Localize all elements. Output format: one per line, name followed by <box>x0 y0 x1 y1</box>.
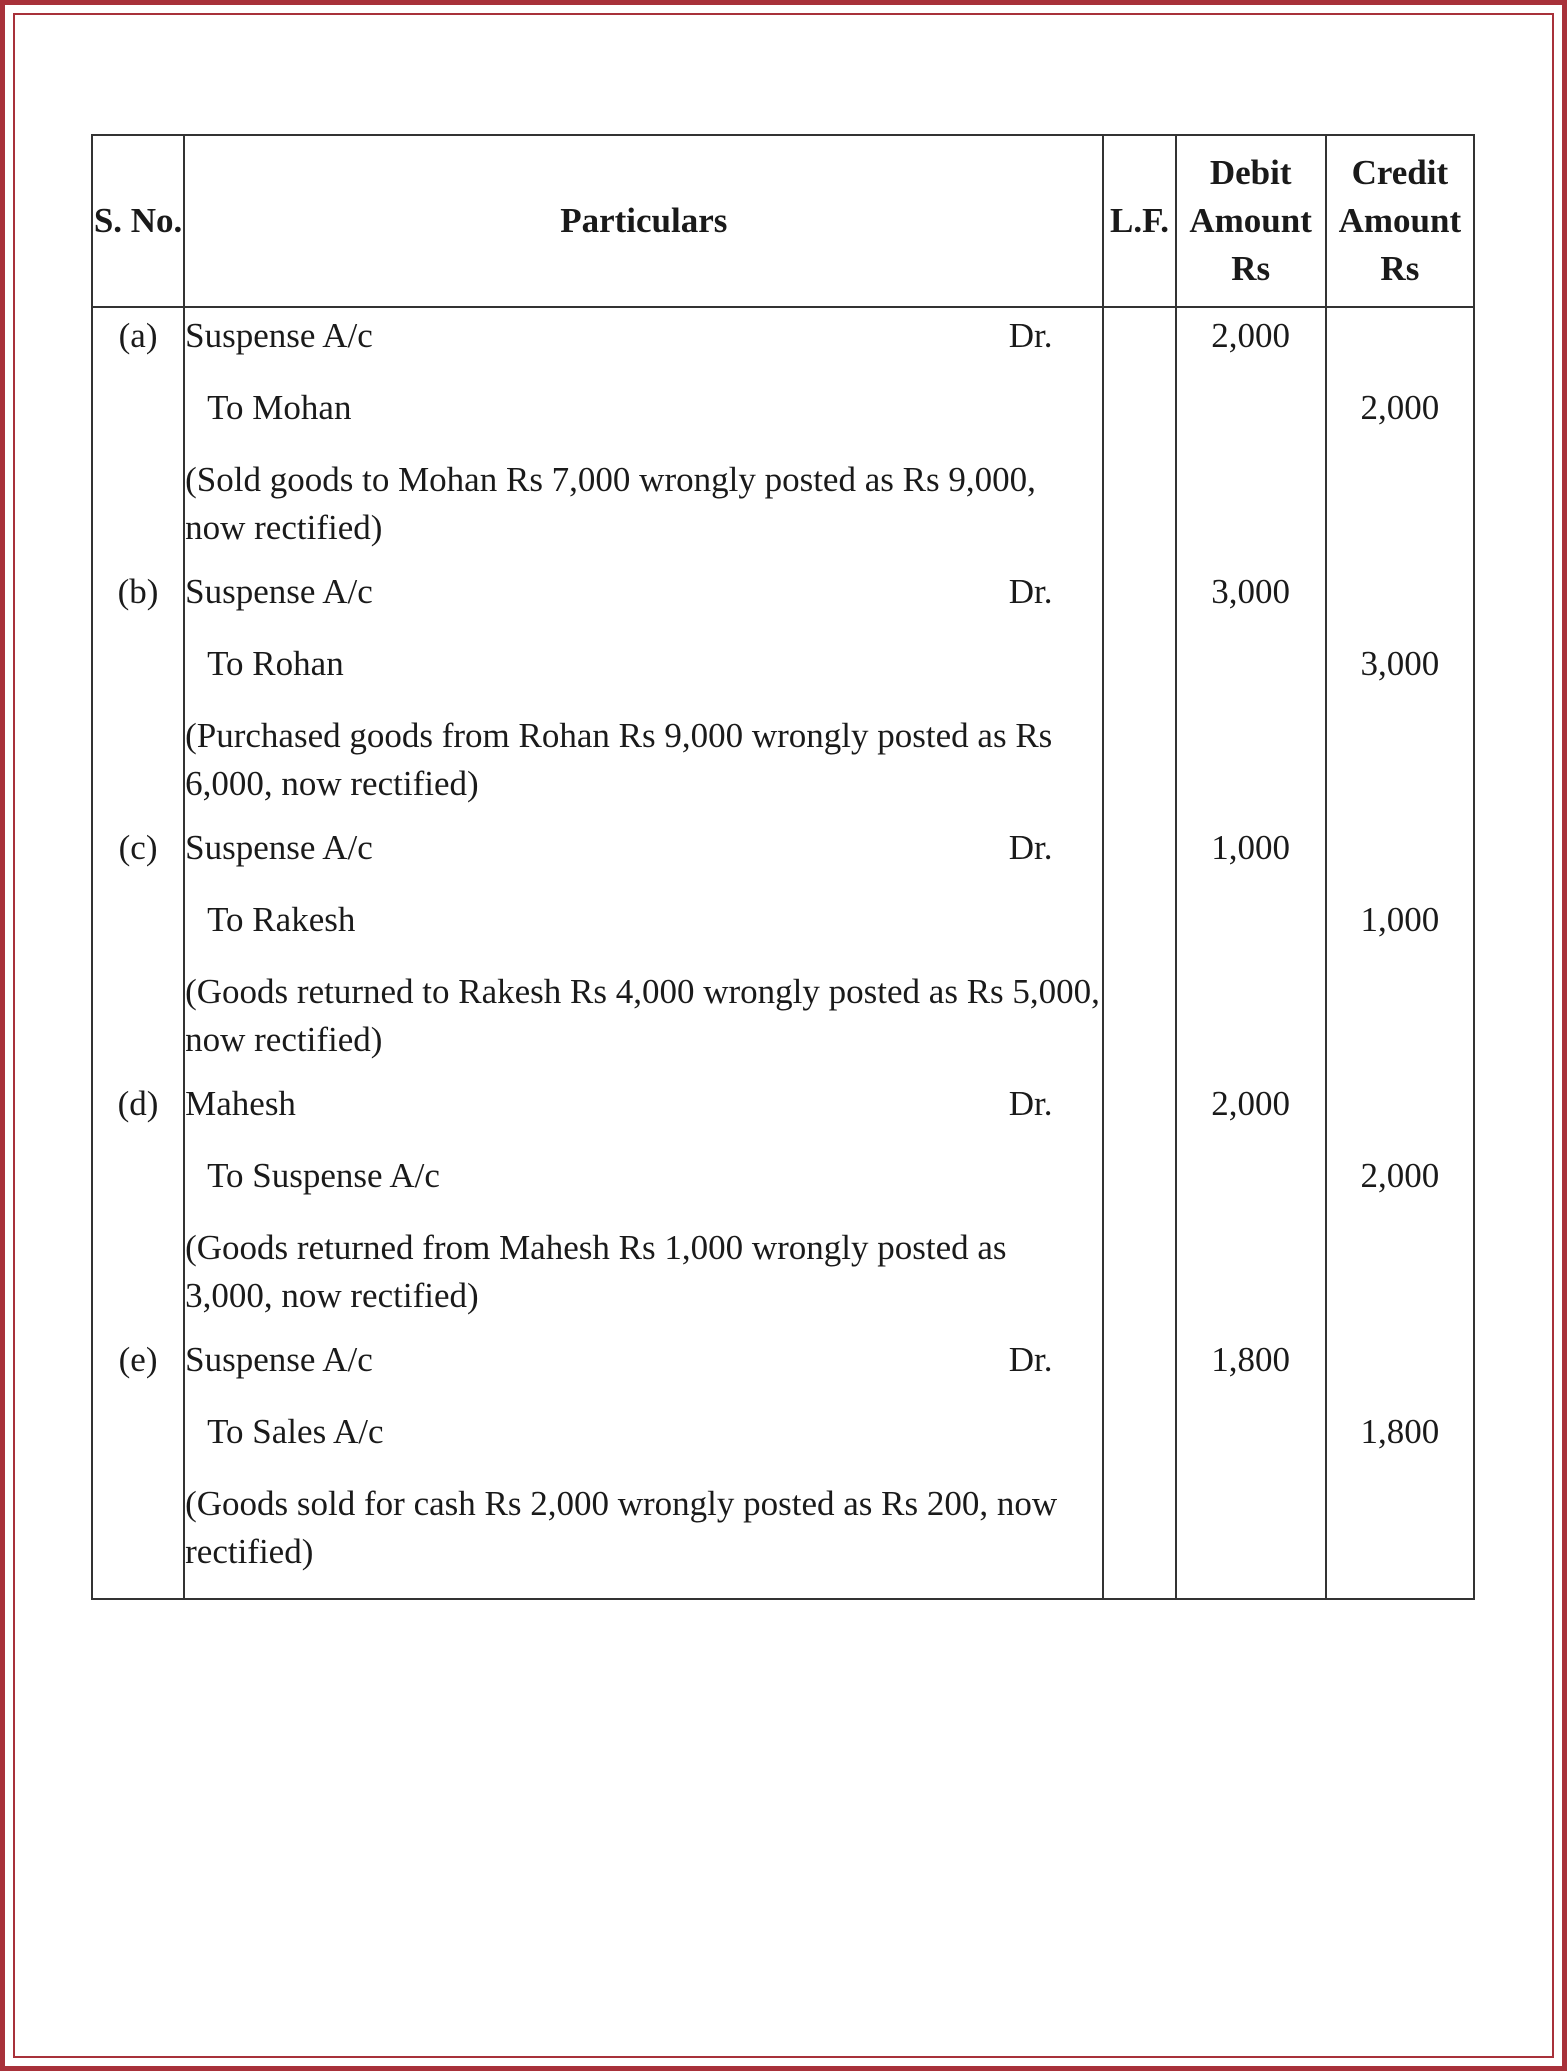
header-particulars: Particulars <box>184 135 1103 307</box>
narration: (Goods returned from Mahesh Rs 1,000 wrongly posted as 3,000, now rectified) <box>185 1228 1007 1315</box>
debit-account: Suspense A/c <box>185 1340 373 1379</box>
entry-credit-row <box>92 384 1474 456</box>
debit-account: Mahesh <box>185 1084 296 1123</box>
credit-amount: 1,000 <box>1326 896 1474 968</box>
header-credit: Credit Amount Rs <box>1326 135 1474 307</box>
entry-sno: (e) <box>92 1330 184 1408</box>
header-sno: S. No. <box>92 135 184 307</box>
debit-account: Suspense A/c <box>185 572 373 611</box>
dr-label: Dr. <box>1008 316 1053 355</box>
entry-sno: (b) <box>92 562 184 640</box>
entry-debit-row <box>92 1074 1474 1152</box>
entry-credit-row <box>92 1408 1474 1480</box>
header-debit: Debit Amount Rs <box>1176 135 1326 307</box>
entry-narration-row <box>92 1480 1474 1599</box>
credit-amount: 1,800 <box>1326 1408 1474 1480</box>
entry-narration-row <box>92 712 1474 818</box>
debit-amount: 3,000 <box>1176 562 1326 640</box>
credit-amount: 2,000 <box>1326 1152 1474 1224</box>
credit-account: To Mohan <box>207 388 352 427</box>
debit-amount: 1,000 <box>1176 818 1326 896</box>
credit-account: To Rakesh <box>207 900 356 939</box>
dr-label: Dr. <box>1008 828 1053 867</box>
narration: (Purchased goods from Rohan Rs 9,000 wrongly posted as Rs 6,000, now rectified) <box>185 716 1053 803</box>
entry-sno: (a) <box>92 307 184 384</box>
entry-narration-row <box>92 456 1474 562</box>
narration: (Goods returned to Rakesh Rs 4,000 wrongly posted as Rs 5,000, now rectified) <box>185 972 1100 1059</box>
dr-label: Dr. <box>1008 1084 1053 1123</box>
dr-label: Dr. <box>1008 1340 1053 1379</box>
debit-amount: 2,000 <box>1176 307 1326 384</box>
header-lf: L.F. <box>1103 135 1175 307</box>
credit-account: To Sales A/c <box>207 1412 384 1451</box>
debit-amount: 2,000 <box>1176 1074 1326 1152</box>
entry-debit-row <box>92 818 1474 896</box>
debit-account: Suspense A/c <box>185 316 373 355</box>
entry-debit-row <box>92 307 1474 384</box>
debit-amount: 1,800 <box>1176 1330 1326 1408</box>
entry-debit-row <box>92 562 1474 640</box>
entry-narration-row <box>92 968 1474 1074</box>
entry-credit-row <box>92 640 1474 712</box>
entry-narration-row <box>92 1224 1474 1330</box>
credit-account: To Rohan <box>207 644 344 683</box>
narration: (Goods sold for cash Rs 2,000 wrongly posted as Rs 200, now rectified) <box>185 1484 1058 1571</box>
credit-amount: 2,000 <box>1326 384 1474 456</box>
journal-table <box>91 134 1475 1600</box>
entry-sno: (d) <box>92 1074 184 1152</box>
header-row <box>92 135 1474 307</box>
debit-account: Suspense A/c <box>185 828 373 867</box>
entry-debit-row <box>92 1330 1474 1408</box>
credit-account: To Suspense A/c <box>207 1156 440 1195</box>
entry-sno: (c) <box>92 818 184 896</box>
entry-credit-row <box>92 1152 1474 1224</box>
entry-credit-row <box>92 896 1474 968</box>
dr-label: Dr. <box>1008 572 1053 611</box>
narration: (Sold goods to Mohan Rs 7,000 wrongly posted as Rs 9,000, now rectified) <box>185 460 1036 547</box>
credit-amount: 3,000 <box>1326 640 1474 712</box>
